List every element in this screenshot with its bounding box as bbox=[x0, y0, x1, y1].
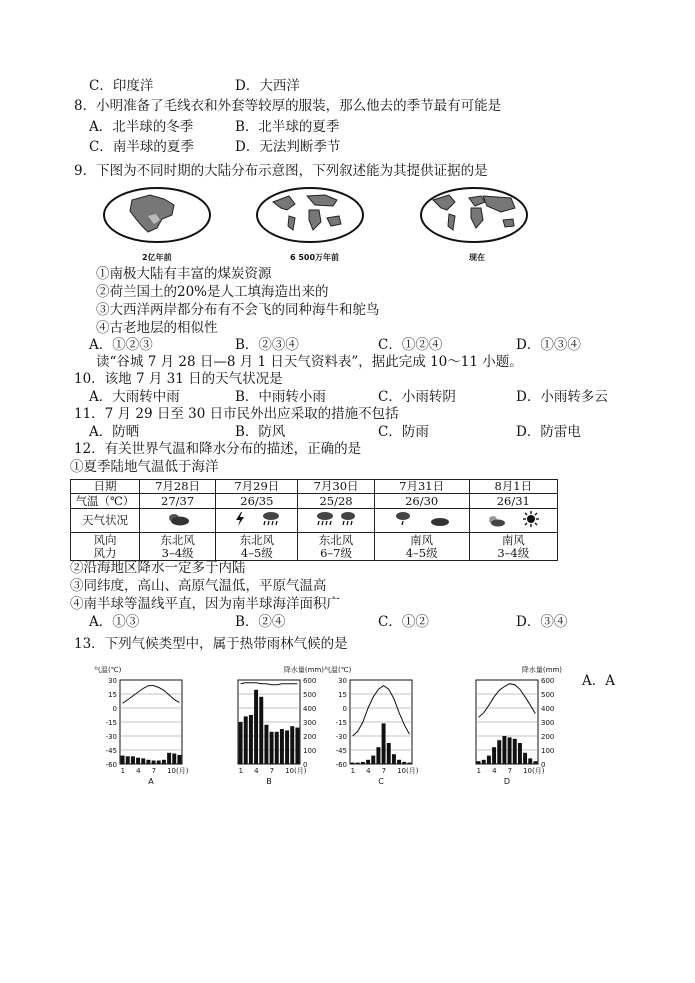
q12-stem: 12．有关世界气温和降水分布的描述，正确的是 bbox=[74, 441, 362, 457]
q12-option-a: A．①③ bbox=[89, 614, 140, 630]
temp-tick-label: 0 bbox=[342, 705, 347, 713]
weather-table bbox=[70, 479, 558, 561]
precip-axis-label: 降水量(mm) bbox=[283, 666, 324, 674]
header-weather: 天气状况 bbox=[71, 509, 140, 533]
month-tick-label: 4 bbox=[254, 767, 259, 775]
thunder-icon bbox=[233, 511, 247, 527]
map-200-million-years bbox=[102, 186, 212, 244]
precip-tick-label: 200 bbox=[303, 733, 317, 741]
date-cell: 7月29日 bbox=[216, 480, 298, 494]
q9-option-a: A．①②③ bbox=[89, 337, 153, 353]
precip-tick-label: 100 bbox=[303, 747, 317, 755]
precip-bar bbox=[290, 726, 294, 764]
precip-bar bbox=[528, 758, 532, 764]
q9-statement-4: ④古老地层的相似性 bbox=[96, 320, 218, 336]
q7-option-c: C．印度洋 bbox=[89, 78, 154, 94]
precip-bar bbox=[482, 760, 486, 764]
precip-tick-label: 100 bbox=[541, 747, 555, 755]
map-present bbox=[419, 186, 529, 244]
wind-cell: 东北风 6–7级 bbox=[298, 533, 374, 561]
weather-cell-1 bbox=[216, 509, 298, 533]
chart-letter: D bbox=[503, 777, 511, 786]
month-tick-label: 10(月) bbox=[167, 767, 189, 775]
wind-cell: 南风 4–5级 bbox=[374, 533, 469, 561]
precip-axis-label: 降水量(mm) bbox=[521, 666, 562, 674]
precip-bar bbox=[285, 730, 289, 764]
precip-tick-label: 200 bbox=[541, 733, 555, 741]
date-cell: 7月30日 bbox=[298, 480, 374, 494]
precip-bar bbox=[392, 754, 396, 764]
heavy-rain-icon bbox=[315, 511, 335, 527]
q12-option-b: B．②④ bbox=[235, 614, 286, 630]
temp-cell: 25/28 bbox=[298, 494, 374, 509]
precip-tick-label: 500 bbox=[303, 691, 317, 699]
temp-tick-label: 30 bbox=[108, 677, 117, 685]
precip-bar bbox=[275, 732, 279, 764]
q9-option-d: D．①③④ bbox=[516, 337, 581, 353]
chart-letter: B bbox=[266, 777, 272, 786]
month-tick-label: 7 bbox=[151, 767, 157, 775]
light-rain-icon bbox=[394, 511, 412, 527]
climate-chart-d bbox=[476, 665, 562, 786]
q12-option-d: D．③④ bbox=[516, 614, 568, 630]
q11-option-d: D．防雷电 bbox=[516, 424, 581, 440]
wind-cell: 南风 3–4级 bbox=[469, 533, 557, 561]
month-tick-label: 7 bbox=[269, 767, 275, 775]
month-tick-label: 10(月) bbox=[285, 767, 307, 775]
precip-bar bbox=[371, 756, 375, 764]
precip-bar bbox=[492, 747, 496, 764]
date-cell: 8月1日 bbox=[469, 480, 557, 494]
precip-bar bbox=[387, 743, 391, 764]
chart-letter: A bbox=[148, 777, 154, 786]
temp-axis-label: 气温(℃) bbox=[324, 666, 352, 674]
month-tick-label: 1 bbox=[238, 767, 244, 775]
precip-bar bbox=[502, 736, 506, 764]
q12-statement-3: ③同纬度，高山、高原气温低，平原气温高 bbox=[70, 578, 327, 594]
precip-tick-label: 400 bbox=[541, 705, 555, 713]
weather-cell-3 bbox=[374, 509, 469, 533]
wind-cell: 东北风 3–4级 bbox=[140, 533, 216, 561]
heavy-rain-icon bbox=[261, 511, 281, 527]
q10-option-d: D．小雨转多云 bbox=[516, 389, 608, 405]
weather-cell-4 bbox=[469, 509, 557, 533]
wind-cell: 东北风 4–5级 bbox=[216, 533, 298, 561]
precip-bar bbox=[280, 729, 284, 764]
precip-tick-label: 0 bbox=[303, 761, 308, 769]
q12-statement-4: ④南半球等温线平直，因为南半球海洋面积广 bbox=[70, 596, 340, 612]
q8-option-c: C．南半球的夏季 bbox=[89, 139, 194, 155]
date-cell: 7月28日 bbox=[140, 480, 216, 494]
header-date: 日期 bbox=[71, 480, 140, 494]
q8-option-a: A．北半球的冬季 bbox=[89, 119, 194, 135]
climate-chart-b bbox=[238, 665, 324, 786]
weather-cell-0 bbox=[140, 509, 216, 533]
precip-bar bbox=[162, 760, 166, 764]
precip-bar bbox=[121, 756, 125, 764]
q8-stem: 8．小明准备了毛线衣和外套等较厚的服装，那么他去的季节最有可能是 bbox=[74, 98, 502, 114]
month-tick-label: 1 bbox=[120, 767, 126, 775]
temp-axis-label: 气温(℃) bbox=[94, 666, 122, 674]
temp-cell: 26/35 bbox=[216, 494, 298, 509]
precip-bar bbox=[402, 762, 406, 764]
chart-letter: C bbox=[378, 777, 384, 786]
temp-tick-label: 30 bbox=[338, 677, 347, 685]
month-tick-label: 1 bbox=[350, 767, 356, 775]
moderate-rain-icon bbox=[339, 511, 357, 527]
precip-bar bbox=[523, 753, 527, 764]
precip-bar bbox=[295, 728, 299, 764]
precip-tick-label: 0 bbox=[541, 761, 546, 769]
precip-bar bbox=[146, 760, 150, 764]
cloud-icon bbox=[430, 517, 450, 527]
q12-option-c: C．①② bbox=[378, 614, 429, 630]
q9-option-c: C．①②④ bbox=[378, 337, 443, 353]
q11-option-c: C．防雨 bbox=[378, 424, 429, 440]
month-tick-label: 4 bbox=[492, 767, 497, 775]
precip-bar bbox=[533, 761, 537, 764]
precip-bar bbox=[244, 716, 248, 764]
precip-bar bbox=[477, 761, 481, 764]
temp-tick-label: 15 bbox=[338, 691, 347, 699]
sun-icon bbox=[523, 511, 539, 527]
q8-option-d: D．无法判断季节 bbox=[235, 139, 341, 155]
precip-bar bbox=[177, 755, 181, 764]
partly-cloudy-icon bbox=[487, 515, 505, 527]
map-caption-2: 6 500万年前 bbox=[290, 253, 340, 262]
temp-tick-label: 15 bbox=[108, 691, 117, 699]
precip-bar bbox=[513, 739, 517, 764]
precip-bar bbox=[239, 722, 243, 764]
weather-cell-2 bbox=[298, 509, 374, 533]
map-caption-3: 现在 bbox=[469, 253, 485, 262]
precip-bar bbox=[157, 761, 161, 765]
q9-statement-2: ②荷兰国土的20%是人工填海造出来的 bbox=[96, 284, 329, 300]
temp-tick-label: -45 bbox=[335, 747, 347, 755]
precip-bar bbox=[497, 740, 501, 764]
precip-tick-label: 300 bbox=[303, 719, 317, 727]
precip-bar bbox=[376, 747, 380, 764]
q9-statement-3: ③大西洋两岸都分布有不会飞的同种海牛和鸵鸟 bbox=[96, 302, 380, 318]
precip-bar bbox=[136, 758, 140, 764]
q13-stem: 13．下列气候类型中，属于热带雨林气候的是 bbox=[74, 636, 348, 652]
precip-tick-label: 400 bbox=[303, 705, 317, 713]
precip-bar bbox=[172, 754, 176, 765]
q13-trailing-option: A．A bbox=[582, 673, 615, 689]
temp-tick-label: -30 bbox=[335, 733, 347, 741]
temp-tick-label: -15 bbox=[335, 719, 347, 727]
month-tick-label: 1 bbox=[476, 767, 482, 775]
q12-statement-1: ①夏季陆地气温低于海洋 bbox=[70, 459, 219, 475]
temp-tick-label: -60 bbox=[335, 761, 347, 769]
precip-bar bbox=[254, 690, 258, 764]
header-wind: 风向 风力 bbox=[71, 533, 140, 561]
q10-stem: 10．该地 7 月 31 日的天气状况是 bbox=[74, 371, 283, 387]
precip-bar bbox=[167, 753, 171, 764]
month-tick-label: 10(月) bbox=[397, 767, 419, 775]
temp-cell: 27/37 bbox=[140, 494, 216, 509]
temp-tick-label: -15 bbox=[105, 719, 117, 727]
q7-option-d: D．大西洋 bbox=[235, 78, 300, 94]
map-caption-1: 2亿年前 bbox=[142, 253, 172, 262]
cloudy-icon bbox=[166, 512, 190, 526]
precip-bar bbox=[270, 732, 274, 764]
temp-tick-label: 0 bbox=[112, 705, 117, 713]
q10-option-b: B．中雨转小雨 bbox=[235, 389, 326, 405]
precip-bar bbox=[366, 760, 370, 764]
q10-option-a: A．大雨转中雨 bbox=[89, 389, 180, 405]
precip-bar bbox=[356, 763, 360, 764]
precip-bar bbox=[382, 723, 386, 764]
header-temp: 气温（℃） bbox=[71, 494, 140, 509]
q10-option-c: C．小雨转阴 bbox=[378, 389, 456, 405]
precip-bar bbox=[361, 762, 365, 764]
month-tick-label: 10(月) bbox=[523, 767, 545, 775]
q9-option-b: B．②③④ bbox=[235, 337, 299, 353]
q8-option-b: B．北半球的夏季 bbox=[235, 119, 340, 135]
precip-bar bbox=[249, 715, 253, 764]
temp-cell: 26/31 bbox=[469, 494, 557, 509]
temp-tick-label: -45 bbox=[105, 747, 117, 755]
precip-tick-label: 500 bbox=[541, 691, 555, 699]
precip-bar bbox=[259, 697, 263, 764]
precip-bar bbox=[131, 756, 135, 764]
q9-stem: 9．下图为不同时期的大陆分布示意图，下列叙述能为其提供证据的是 bbox=[74, 163, 488, 179]
precip-bar bbox=[126, 756, 130, 764]
precip-tick-label: 600 bbox=[541, 677, 555, 685]
map-65-million-years bbox=[255, 186, 365, 244]
climate-chart-c bbox=[324, 665, 419, 786]
precip-bar bbox=[487, 756, 491, 764]
precip-bar bbox=[141, 758, 145, 764]
climate-chart-a bbox=[94, 665, 189, 786]
q11-option-b: B．防风 bbox=[235, 424, 286, 440]
precip-bar bbox=[397, 760, 401, 764]
precip-bar bbox=[351, 763, 355, 764]
precip-tick-label: 600 bbox=[303, 677, 317, 685]
q11-option-a: A．防晒 bbox=[89, 424, 140, 440]
precip-bar bbox=[264, 725, 268, 764]
precip-bar bbox=[518, 743, 522, 764]
temp-tick-label: -30 bbox=[105, 733, 117, 741]
q11-stem: 11．7 月 29 日至 30 日市民外出应采取的措施不包括 bbox=[74, 406, 399, 422]
q12-statement-2: ②沿海地区降水一定多于内陆 bbox=[70, 560, 246, 576]
intro-q10-11: 读“谷城 7 月 28 日—8 月 1 日天气资料表”，据此完成 10～11 小题。 bbox=[96, 354, 523, 370]
date-cell: 7月31日 bbox=[374, 480, 469, 494]
temp-tick-label: -60 bbox=[105, 761, 117, 769]
q9-statement-1: ①南极大陆有丰富的煤炭资源 bbox=[96, 266, 272, 282]
month-tick-label: 7 bbox=[507, 767, 513, 775]
month-tick-label: 4 bbox=[366, 767, 371, 775]
month-tick-label: 4 bbox=[136, 767, 141, 775]
precip-bar bbox=[152, 761, 156, 765]
precip-bar bbox=[508, 737, 512, 764]
month-tick-label: 7 bbox=[381, 767, 387, 775]
climate-charts bbox=[92, 660, 572, 790]
temp-cell: 26/30 bbox=[374, 494, 469, 509]
precip-bar bbox=[407, 763, 411, 764]
precip-tick-label: 300 bbox=[541, 719, 555, 727]
